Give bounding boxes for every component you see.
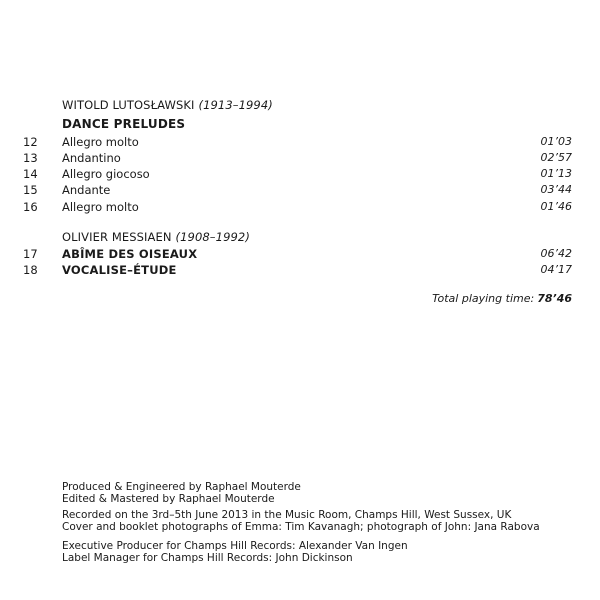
track-title: Andantino xyxy=(62,151,121,165)
credit-line: Produced & Engineered by Raphael Mouterde xyxy=(62,481,301,493)
credit-line: Executive Producer for Champs Hill Records: Alexander Van Ingen xyxy=(62,540,408,552)
track-row xyxy=(0,167,600,183)
track-title: Allegro molto xyxy=(62,200,139,214)
track-row xyxy=(0,247,600,263)
track-duration: 04’17 xyxy=(540,263,572,276)
track-duration: 01’13 xyxy=(540,167,572,180)
track-row xyxy=(0,183,600,199)
track-duration: 01’46 xyxy=(540,200,572,213)
track-title: ABÎME DES OISEAUX xyxy=(62,247,198,261)
credit-line: Label Manager for Champs Hill Records: John Dickinson xyxy=(62,552,353,564)
credits-recording xyxy=(62,509,540,533)
composer-name: WITOLD LUTOSŁAWSKI xyxy=(62,98,195,112)
track-row xyxy=(0,263,600,279)
composer-heading-messiaen xyxy=(62,230,250,244)
track-row xyxy=(0,135,600,151)
track-title: Allegro giocoso xyxy=(62,167,150,181)
track-number: 15 xyxy=(23,183,38,197)
track-duration: 06’42 xyxy=(540,247,572,260)
track-title: Allegro molto xyxy=(62,135,139,149)
track-number: 18 xyxy=(23,263,38,277)
total-playing-time xyxy=(432,292,572,305)
composer-dates: (1908–1992) xyxy=(175,230,250,244)
track-title: Andante xyxy=(62,183,111,197)
credits-production xyxy=(62,481,301,505)
track-row xyxy=(0,200,600,216)
track-number: 17 xyxy=(23,247,38,261)
composer-heading-lutoslawski xyxy=(62,98,273,112)
composer-dates: (1913–1994) xyxy=(198,98,273,112)
track-number: 14 xyxy=(23,167,38,181)
composer-name: OLIVIER MESSIAEN xyxy=(62,230,172,244)
track-number: 12 xyxy=(23,135,38,149)
track-number: 16 xyxy=(23,200,38,214)
credits-label xyxy=(62,540,408,564)
track-number: 13 xyxy=(23,151,38,165)
track-row xyxy=(0,151,600,167)
track-duration: 01’03 xyxy=(540,135,572,148)
credit-line: Edited & Mastered by Raphael Mouterde xyxy=(62,493,275,505)
credit-line: Recorded on the 3rd–5th June 2013 in the Music Room, Champs Hill, West Sussex, UK xyxy=(62,509,512,521)
work-title-dance-preludes: DANCE PRELUDES xyxy=(62,117,186,131)
track-duration: 02’57 xyxy=(540,151,572,164)
track-duration: 03’44 xyxy=(540,183,572,196)
credit-line: Cover and booklet photographs of Emma: Tim Kavanagh; photograph of John: Jana Rabova xyxy=(62,521,540,533)
total-label: Total playing time: xyxy=(432,292,535,305)
total-value: 78’46 xyxy=(537,292,572,305)
track-title: VOCALISE–ÉTUDE xyxy=(62,263,177,277)
